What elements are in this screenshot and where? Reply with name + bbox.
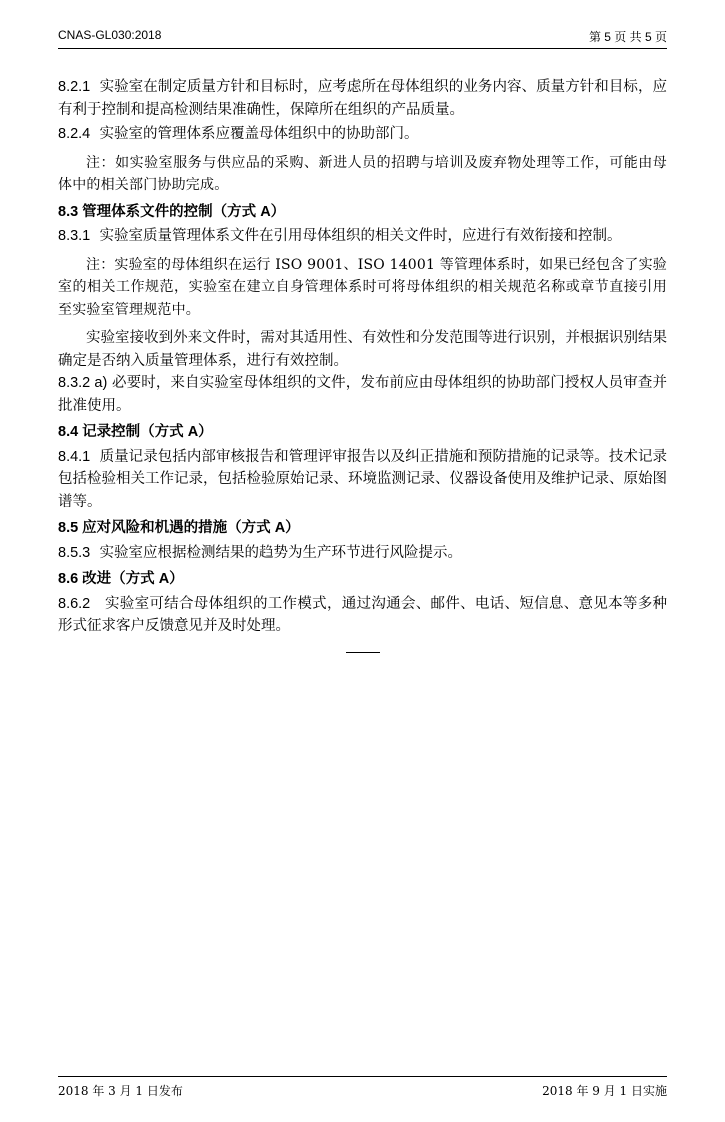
clause-8-2-1 <box>58 76 667 121</box>
section-heading-8-3: 8.3 管理体系文件的控制（方式 A） <box>58 203 286 220</box>
clause-8-4-1 <box>58 446 667 514</box>
clause-8-3-1 <box>58 225 667 248</box>
clause-text: 实验室的管理体系应覆盖母体组织中的协助部门。 <box>99 126 419 142</box>
clause-number: 8.2.4 <box>58 126 91 142</box>
clause-text: 实验室在制定质量方针和目标时，应考虑所在母体组织的业务内容、质量方针和目标，应有利于控制和提高检测结果准确性，保障所在组织的产品质量。 <box>58 79 668 118</box>
section-heading-8-6: 8.6 改进（方式 A） <box>58 571 184 587</box>
page-number: 第 5 页 共 5 页 <box>588 30 667 44</box>
page-footer <box>58 1076 667 1101</box>
clause-8-3-2-a <box>58 372 667 417</box>
document-id: CNAS-GL030:2018 <box>58 28 162 42</box>
clause-number: 8.6.2 <box>58 595 91 612</box>
clause-number: 8.3.2 a) <box>58 375 108 391</box>
clause-number: 8.3.1 <box>58 228 91 244</box>
clause-text: 实验室应根据检测结果的趋势为生产环节进行风险提示。 <box>99 544 462 561</box>
note-iso-systems: 注：实验室的母体组织在运行 ISO 9001、ISO 14001 等管理体系时，如果已经包含了实验室的相关工作规范，实验室在建立自身管理体系时可将母体组织的相关规范名称或章节直接引用至实验室管理规范中。 <box>58 256 667 318</box>
document-body <box>58 76 667 653</box>
clause-text: 实验室质量管理体系文件在引用母体组织的相关文件时，应进行有效衔接和控制。 <box>99 228 622 244</box>
clause-number: 8.5.3 <box>58 544 91 561</box>
publish-date: 2018 年 3 月 1 日发布 <box>58 1084 183 1098</box>
note-procurement: 注：如实验室服务与供应品的采购、新进人员的招聘与培训及废弃物处理等工作，可能由母体中的相关部门协助完成。 <box>58 154 667 193</box>
page-header <box>58 26 667 49</box>
clause-text: 质量记录包括内部审核报告和管理评审报告以及纠正措施和预防措施的记录等。技术记录包括检验相关工作记录，包括检验原始记录、环境监测记录、仪器设备使用及维护记录、原始图谱等。 <box>58 448 668 510</box>
clause-8-2-4 <box>58 123 667 146</box>
end-of-document-rule <box>346 652 380 653</box>
clause-8-6-2 <box>58 593 667 638</box>
clause-text: 实验室可结合母体组织的工作模式，通过沟通会、邮件、电话、短信息、意见本等多种形式征求客户反馈意见并及时处理。 <box>58 595 668 634</box>
clause-number: 8.2.1 <box>58 79 91 95</box>
paragraph-external-documents: 实验室接收到外来文件时，需对其适用性、有效性和分发范围等进行识别，并根据识别结果确定是否纳入质量管理体系，进行有效控制。 <box>58 330 667 369</box>
section-heading-8-5: 8.5 应对风险和机遇的措施（方式 A） <box>58 520 300 536</box>
effective-date: 2018 年 9 月 1 日实施 <box>542 1084 667 1098</box>
clause-text: 必要时，来自实验室母体组织的文件，发布前应由母体组织的协助部门授权人员审查并批准使用。 <box>58 375 667 414</box>
section-heading-8-4: 8.4 记录控制（方式 A） <box>58 424 213 440</box>
clause-number: 8.4.1 <box>58 448 91 465</box>
clause-8-5-3 <box>58 542 667 565</box>
